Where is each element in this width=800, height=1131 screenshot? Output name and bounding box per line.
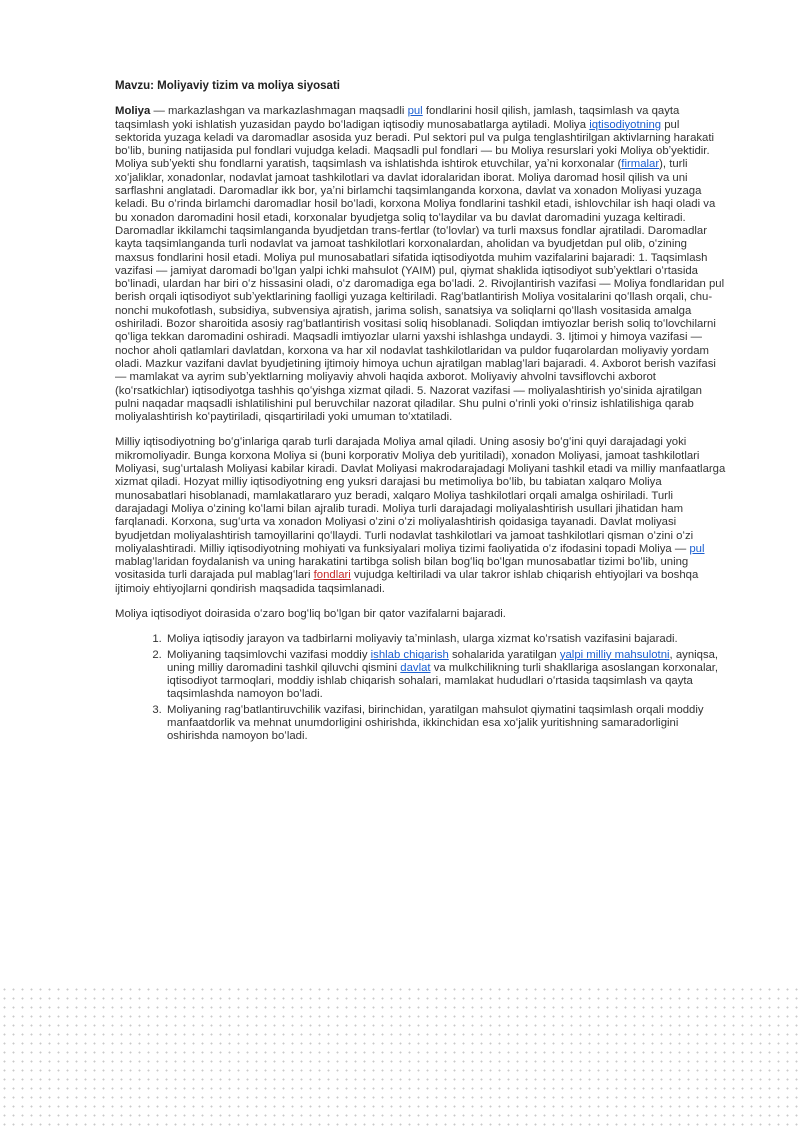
link-pul[interactable]: pul — [407, 105, 423, 118]
document-title: Mavzu: Moliyaviy tizim va moliya siyosati — [115, 80, 340, 92]
list-item: 1. Moliya iqtisodiy jarayon va tadbirlarni moliyaviy taʼminlash, ularga xizmat koʻrsatish vazifasini bajaradi. — [165, 633, 727, 646]
document-page — [115, 70, 727, 746]
text: Milliy iqtisodiyotning boʻgʻinlariga qarab turli darajada Moliya amal qiladi. Uning asosiy boʻgʻini quyi darajadagi yoki mikromoliyadir. Bunga korxona Moliya si (buni korporativ Moliya deb yuritiladi), xonadon Moliyasi, jamoat tashkilotlari Moliyasi, sugʻurtalash Moliyasi kabilar kiradi. Davlat Moliyasi makrodarajadagi Moliyani tashkil etadi va milliy manfaatlarga xizmat qiladi. Hozyat milliy iqtisodiyotning eng yuksri darajasi bu metimoliya boʻlib, bu tabiatan xalqaro Moliya munosabatlari hisoblanadi, mamlakatlararo yuz beradi, xalqaro Moliya tashkilotlari orqali amalga oshiriladi. Turli darajadagi Moliya oʻzining koʻlami bilan ajralib turadi. Moliya turli darajadagi moliyalashtirish usullari jihatidan ham farqlanadi. Korxona, sugʻurta va xonadon Moliyasi oʻzini oʻzi moliyalashtirish qoidasiga tayanadi. Davlat moliyasi byudjetdan moliyalashtirish tamoyillarini qoʻllaydi. Turli nodavlat tashkilotlari va jamoat tashkilotlari qisman oʻzini oʻzi moliyalashtiradi. Milliy iqtisodiyotning mohiyati va funksiyalari moliya tizimi faoliyatida oʻz ifodasini topadi Moliya — — [115, 436, 726, 555]
link-firmalar[interactable]: firmalar — [621, 158, 660, 171]
list-item: 3. Moliyaning ragʻbatlantiruvchilik vazifasi, birinchidan, yaratilgan mahsulot qiymatini taqsimlash orqali moddiy manfaatdorlik va mehnat unumdorligini oshirishda, ikkinchidan esa xoʻjalik yuritishning samaradorligini oshirishda namoyon boʻladi. — [165, 704, 727, 744]
paragraph-1 — [115, 105, 727, 424]
text: , ayniqsa, uning milliy daromadini tashkil qiluvchi qismini — [167, 648, 719, 674]
text: vujudga keltiriladi va ular takror ishlab chiqarish ehtiyojlari va boshqa ijtimoiy ehtiyojlarni qondirish maqsadida taqsimlanadi. — [115, 569, 699, 595]
link-pul[interactable]: pul — [689, 542, 705, 555]
paragraph-2 — [115, 436, 727, 596]
text: va mulkchilikning turli shakllariga asoslangan korxonalar, iqtisodiyot tarmoqlari, moddiy ishlab chiqarish sohalari, mamlakat hududlari oʻrtasida taqsimlash va qayta taqsimlashda namoyon boʻladi. — [167, 661, 719, 701]
text: Moliyaning taqsimlovchi vazifasi moddiy — [167, 648, 371, 661]
functions-list — [115, 633, 727, 743]
link-yalpi-milliy-mahsulot[interactable]: yalpi milliy mahsulotni — [559, 648, 670, 661]
text: — markazlashgan va markazlashmagan maqsadli — [150, 105, 408, 118]
link-fondlari[interactable]: fondlari — [313, 569, 351, 582]
paragraph-3: Moliya iqtisodiyot doirasida oʻzaro bogʻliq boʻlgan bir qator vazifalarni bajaradi. — [115, 607, 506, 620]
text: sohalarida yaratilgan — [448, 648, 560, 661]
link-iqtisodiyot[interactable]: iqtisodiyotning — [589, 118, 662, 131]
text: pul sektorida yuzaga keladi va daromadlar asosida yuz beradi. Pul sektori pul va pulga tenglashtirilgan aktivlarning harakati boʻlib, buning natijasida pul fondlari vujudga keladi. Maqsadli pul fondlari — bu Moliya resurslari yoki Moliya obʼyektidir. Moliya subʼyekti shu fondlarni yaratish, taqsimlash va ishlatishda ishtirok etuvchilar, yaʼni korxonalar ( — [115, 118, 715, 171]
text: ), turli xoʻjaliklar, xonadonlar, nodavlat jamoat tashkilotlari va davlat idoralaridan iborat. Moliya daromad hosil qilish va uni sarflashni anglatadi. Daromadlar ikk bor, yaʼni birlamchi taqsimlanganda korxona, davlat va xonadon Moliyasi yuzaga keladi. Bu oʻrinda birlamchi daromadlar hosil boʻladi, korxona Moliya fondlarini tashkil etadi, ishlovchilar ish haqi oladi va bu xonadon daromadini hosil etadi, korxonalar byudjetga soliq toʻlaydilar va bu davlat daromadini yuzaga keltiradi. Daromadlar ikkilamchi taqsimlanganda byudjetdan trans-fertlar (toʻlovlar) va turli maxsus fondlar ajratiladi. Daromadlar kayta taqsimlanganda turli nodavlat va jamoat tashkilotlari korxonalardan, aholidan va byudjetdan pul olib, oʻzining maxsus fondlarini hosil etadi. Moliya pul munosabatlari sifatida iqtisodiyotda muhim vazifalarini bajaradi: 1. Taqsimlash vazifasi — jamiyat daromadi boʻlgan yalpi ichki mahsulot (YAIM) pul, qiymat shaklida iqtisodiyot subʼyektlari oʻrtasida boʻlinadi, ulardan har biri oʻz hissasini oladi, oʻz daromadiga ega boʻladi. 2. Rivojlantirish vazifasi — Moliya fondlaridan pul berish orqali iqtisodiyot subʼyektlarining faolligi yuzaga keltiriladi. Ragʻbatlantirish Moliya vositalarini qoʻllash orqali, chu-nonchi mukofotlash, subsidiya, subvensiya ajratish, jarima solish, sanatsiya va soliqlarni qoʻllash vositasida amalga oshiriladi. Bozor sharoitida asosiy ragʻbatlantirish vositasi soliq hisoblanadi. Soliqdan imtiyozlar berish soliq toʻlovchilarni qoʻliga tekkan daromadini oshiradi. Maqsadli imtiyozlar ularni yaxshi ishlashga undaydi. 3. Ijtimoi y himoya vazifasi — nochor aholi qatlamlari davlatdan, korxona va har xil nodavlat tashkilotlaridan va puldor fuqarolardan moliyaviy yordam oladi. Mazkur vazifani davlat byudjetining ijtimoiy himoya uchun ajratilgan mablagʻlari bajaradi. 4. Axborot berish vazifasi — mamlakat va ayrim subʼyektlarning moliyaviy ahvoli haqida axborot. Moliyaviy ahvolni tavsiflovchi axborot (koʻrsatkichlar) iqtisodiyotga tashhis qoʻyishga xizmat qiladi. 5. Nazorat vazifasi — moliyalashtirish yoʻsinida ajratilgan pulni naqadar maqsadli ishlatilishini pul beruvchilar nazorat qiladilar. Shu pulni oʻrinli yoki oʻrinsiz ishlatilishiga qarab moliyalashtirish koʻpaytiriladi, qisqartiriladi yoki umuman toʻxtatiladi. — [115, 158, 725, 424]
text: mablagʻlaridan foydalanish va uning harakatini tartibga solish bilan bogʻliq boʻlgan munosabatlar tizimi boʻlib, uning vositasida turli darajada pul mablagʻlari — [115, 556, 689, 582]
link-ishlab-chiqarish[interactable]: ishlab chiqarish — [370, 648, 449, 661]
link-davlat[interactable]: davlat — [400, 661, 431, 674]
list-item — [165, 649, 727, 702]
preview-fade-overlay — [0, 985, 800, 1131]
text: fondlarini hosil qilish, jamlash, taqsimlash va qayta taqsimlash yoki ishlatish yuzasidan paydo boʻladigan iqtisodiy munosabatlarga aytiladi. Moliya — [115, 105, 680, 131]
lead-term: Moliya — [115, 105, 151, 118]
